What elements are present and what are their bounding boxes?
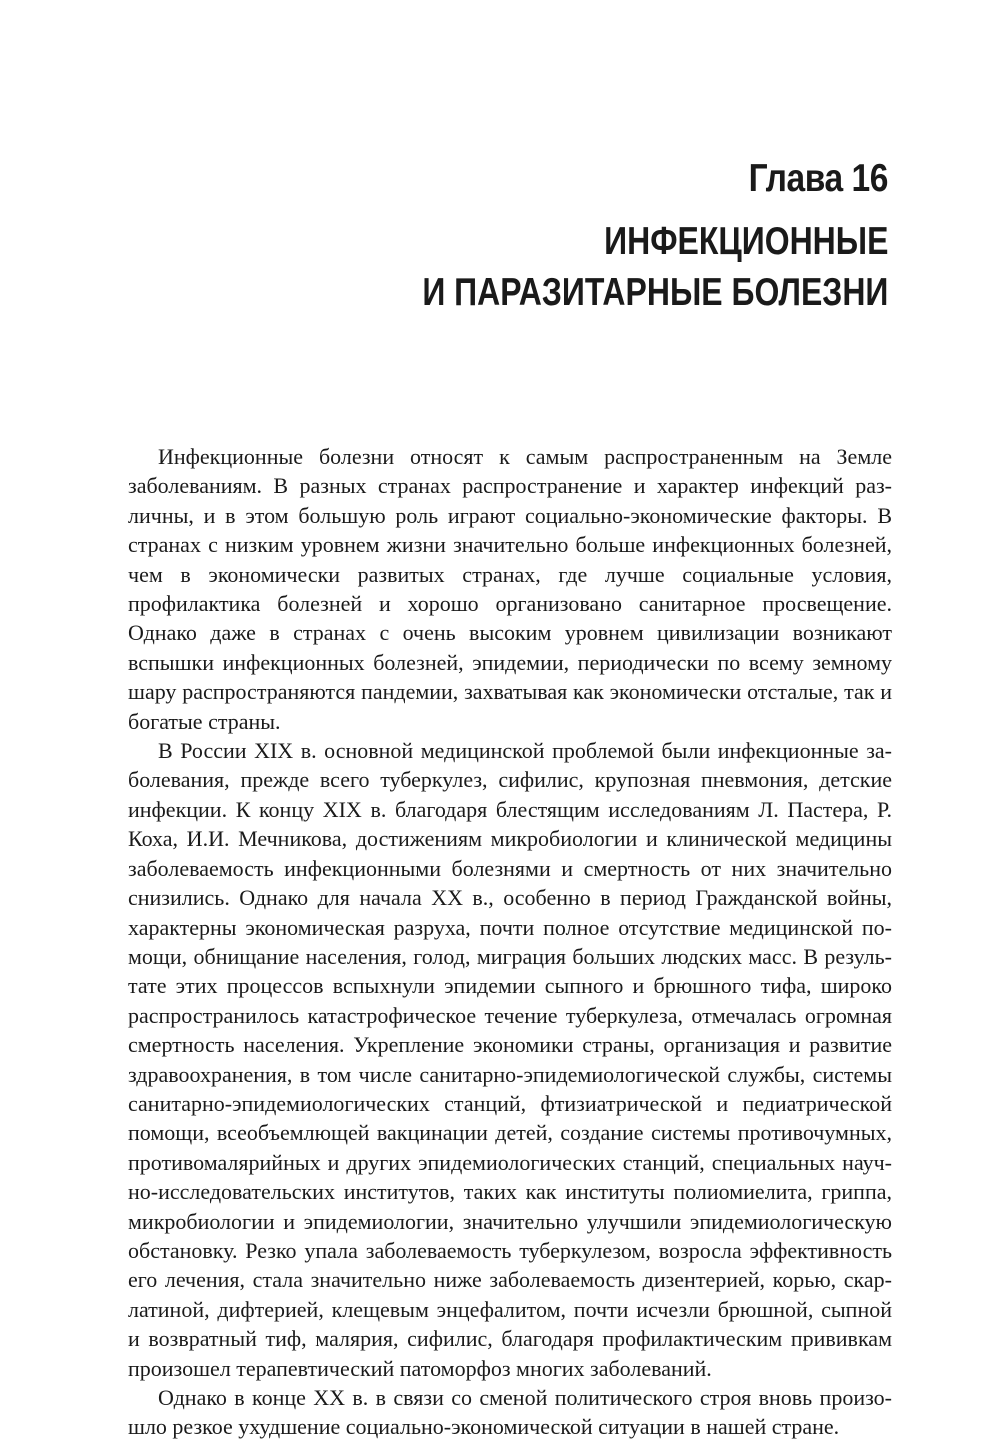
paragraph-2: В России XIX в. основной медицинской проблемой были инфекционные заболевания, прежде всего туберкулез, сифилис, крупозная пневмония, детские инфекции. К концу XIX в. благодаря блестящим исследованиям Л. Пастера, Р. Коха, И.И. Мечникова, достижениям микробиологии и клинической медицины заболеваемость инфекционными болезнями и смертность от них значительно снизились. Однако для начала XX в., особенно в период Гражданской войны, характерны экономическая разруха, почти полное отсутствие медицинской помощи, обнищание населения, голод, миграция больших людских масс. В результате этих процессов вспыхнули эпидемии сыпного и брюшного тифа, широко распространилось катастрофическое течение туберкулеза, отмечалась огромная смертность населения. Укрепление экономики страны, организация и развитие здравоохранения, в том числе санитарно-эпидемиологической службы, системы санитарно-эпидемиологических станций, фтизиатрической и педиатрической помощи, всеобъемлющей вакцинации детей, создание системы противочумных, противомалярийных и других эпидемиологических станций, специальных научно-исследовательских институтов, таких как институты полиомиелита, гриппа, микробиологии и эпидемиологии, значительно улучшили эпидемиологическую обстановку. Резко упала заболеваемость туберкулезом, возросла эффективность его лечения, стала значительно ниже заболеваемость дизентерией, корью, скарлатиной, дифтерией, клещевым энцефалитом, почти исчезли брюшной, сыпной и возвратный тиф, малярия, сифилис, благодаря профилактическим прививкам произошел терапевтический патоморфоз многих заболеваний. (128, 738, 892, 1381)
paragraph-1: Инфекционные болезни относят к самым распространенным на Земле заболеваниям. В разных странах распространение и характер инфекций различны, и в этом большую роль играют социально-экономические факторы. В странах с низким уровнем жизни значительно больше инфекционных болезней, чем в экономически развитых странах, где лучше социальные условия, профилактика болезней и хорошо организовано санитарное просвещение. Однако даже в странах с очень высоким уровнем цивилизации возникают вспышки инфекционных болезней, эпидемии, периодически по всему земному шару распространяются пандемии, захватывая как экономически отсталые, так и богатые страны. (128, 444, 892, 734)
chapter-title-line-1: ИНФЕКЦИОННЫЕ (603, 220, 888, 263)
chapter-title-line-2: И ПАРАЗИТАРНЫЕ БОЛЕЗНИ (421, 271, 888, 314)
body-text (128, 442, 892, 1442)
chapter-title (422, 216, 888, 318)
paragraph-3: Однако в конце XX в. в связи со сменой политического строя вновь произошло резкое ухудшение социально-экономической ситуации в нашей стране. (128, 1385, 892, 1440)
chapter-label: Глава 16 (748, 157, 888, 200)
